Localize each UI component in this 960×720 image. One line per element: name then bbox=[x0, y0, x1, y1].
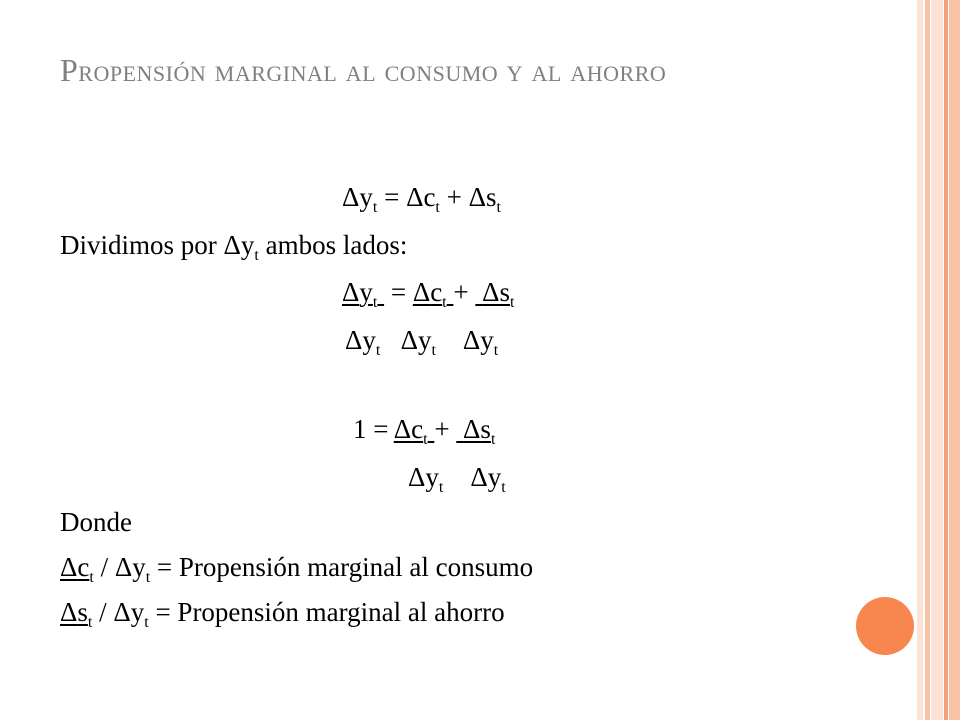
stripe-3 bbox=[931, 0, 943, 720]
slide-title: Propensión marginal al consumo y al ahorro bbox=[60, 52, 667, 88]
stripe-5 bbox=[949, 0, 960, 720]
stripe-1 bbox=[917, 0, 923, 720]
definition-ahorro: $\Delta s_t / \Delta y_t$ = Propensión marginal al ahorro bbox=[60, 597, 505, 631]
fraction-denominator: $\Delta y_t$ $\Delta y_t$ $\Delta y_t$ bbox=[345, 325, 499, 359]
fraction-numerator: $\Delta y_t = \Delta c_t + \Delta s_t$ bbox=[342, 277, 515, 311]
stripe-2 bbox=[925, 0, 930, 720]
definition-consumo: $\Delta c_t / \Delta y_t$ = Propensión marginal al consumo bbox=[60, 552, 534, 586]
equation-main: $\Delta y_t = \Delta c_t + \Delta s_t$ bbox=[342, 182, 501, 216]
decorative-stripes bbox=[917, 0, 960, 720]
result-numerator: $1 = \Delta c_t + \Delta s_t$ bbox=[353, 414, 496, 448]
delta-c: $\Delta c_t$ bbox=[406, 182, 440, 216]
delta-y: $\Delta y_t$ bbox=[342, 182, 378, 216]
where-label: Donde bbox=[60, 507, 132, 537]
result-denominator: $\Delta y_t$ $\Delta y_t$ bbox=[408, 462, 506, 496]
delta-s: $\Delta s_t$ bbox=[468, 182, 501, 216]
accent-dot bbox=[856, 597, 914, 655]
stripe-4 bbox=[944, 0, 948, 720]
divide-instruction: Dividimos por $\Delta y_t$ ambos lados: bbox=[60, 230, 408, 264]
